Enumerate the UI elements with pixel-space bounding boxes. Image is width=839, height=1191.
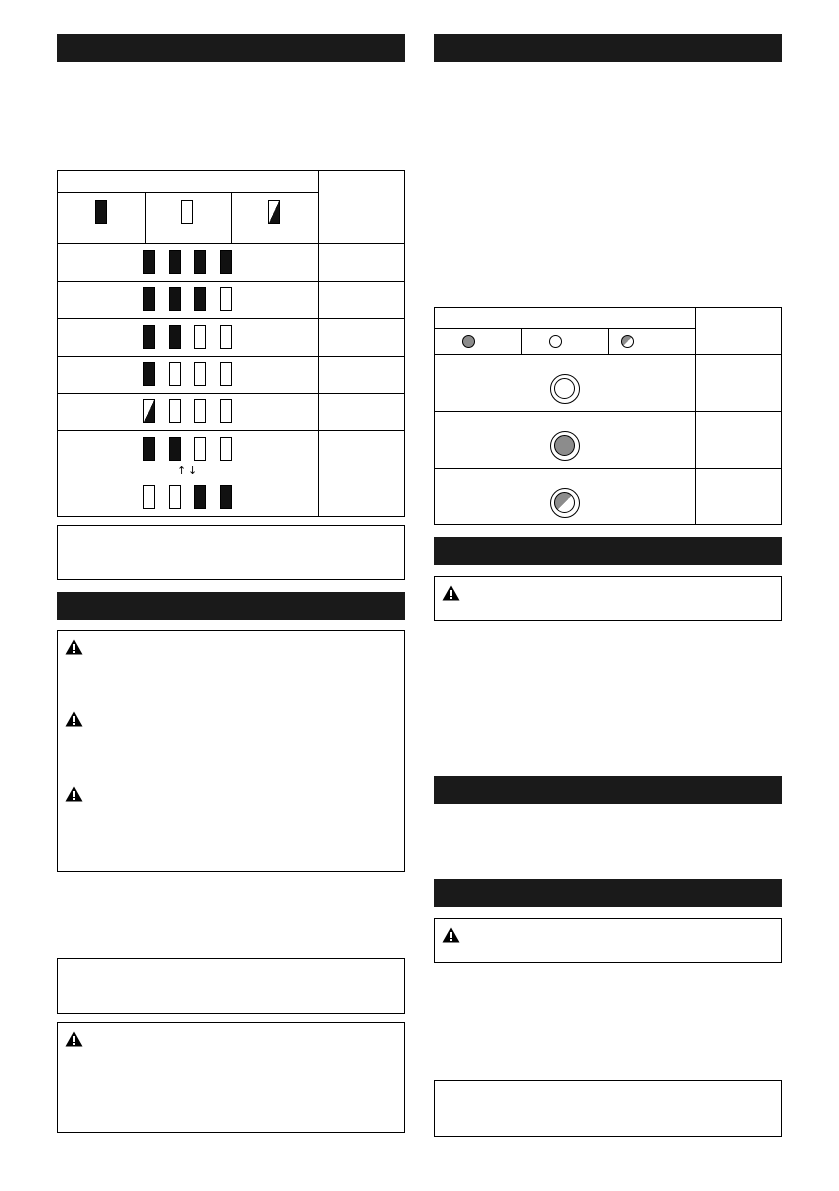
table-divider [58,192,318,193]
indicator-lamp [220,362,232,386]
indicator-lamp [143,399,155,423]
caution-box [434,576,782,621]
indicator-lamp [220,485,232,509]
legend-lit-lamp [462,335,475,348]
indicator-lamp [169,362,181,386]
caution-box [57,1022,405,1133]
table-divider [58,281,404,282]
note-box [57,525,405,580]
indicator-lamp [194,485,206,509]
indicator-lamp [143,362,155,386]
section-header-bar [434,537,782,565]
caution-box [57,630,405,872]
table-divider [231,192,232,243]
indicator-lamp [169,437,181,461]
indicator-lamp-blinking [550,488,580,518]
warning-triangle-icon [65,639,83,655]
indicator-lamp [143,250,155,274]
table-divider [318,171,319,516]
section-header-bar [57,34,405,62]
legend-off-lamp [549,335,562,348]
note-box [57,958,405,1014]
section-header-bar [57,592,405,620]
legend-off-indicator [181,200,193,224]
section-header-bar [434,879,782,907]
indicator-lamp [220,287,232,311]
warning-triangle-icon [442,927,460,943]
indicator-lamp [220,325,232,349]
indicator-lamp [194,437,206,461]
table-divider [58,356,404,357]
indicator-lamp [143,287,155,311]
indicator-lamp [194,325,206,349]
indicator-lamp [169,287,181,311]
arrow-down-icon: ↓ [188,464,198,477]
section-header-bar [434,776,782,804]
warning-triangle-icon [442,585,460,601]
legend-lit-indicator [95,200,107,224]
indicator-lamp-off [550,374,580,404]
indicator-lamp [169,399,181,423]
table-divider [608,328,609,354]
indicator-lamp [169,325,181,349]
indicator-lamp [194,399,206,423]
legend-blinking-indicator [268,200,280,224]
table-divider [435,354,781,355]
indicator-lamp [220,399,232,423]
indicator-lamp [194,287,206,311]
table-divider [58,393,404,394]
table-divider [435,411,781,412]
indicator-lamp [220,250,232,274]
indicator-lamp-lit [550,431,580,461]
lamp-status-table [434,307,782,525]
indicator-lamp [143,437,155,461]
warning-triangle-icon [65,711,83,727]
battery-indicator-table [57,170,405,517]
indicator-lamp [194,362,206,386]
table-divider [58,318,404,319]
table-divider [435,328,695,329]
legend-blinking-lamp [621,335,634,348]
warning-triangle-icon [65,786,83,802]
indicator-lamp [169,250,181,274]
indicator-lamp [194,250,206,274]
indicator-lamp [169,485,181,509]
indicator-lamp [220,437,232,461]
table-divider [58,430,404,431]
table-divider [695,308,696,524]
caution-box [434,918,782,963]
indicator-lamp [143,485,155,509]
table-divider [58,243,404,244]
table-divider [145,192,146,243]
arrow-up-icon: ↑ [177,464,187,477]
indicator-lamp [143,325,155,349]
note-box [434,1080,782,1137]
table-divider [521,328,522,354]
warning-triangle-icon [65,1031,83,1047]
table-divider [435,468,781,469]
section-header-bar [434,34,782,62]
